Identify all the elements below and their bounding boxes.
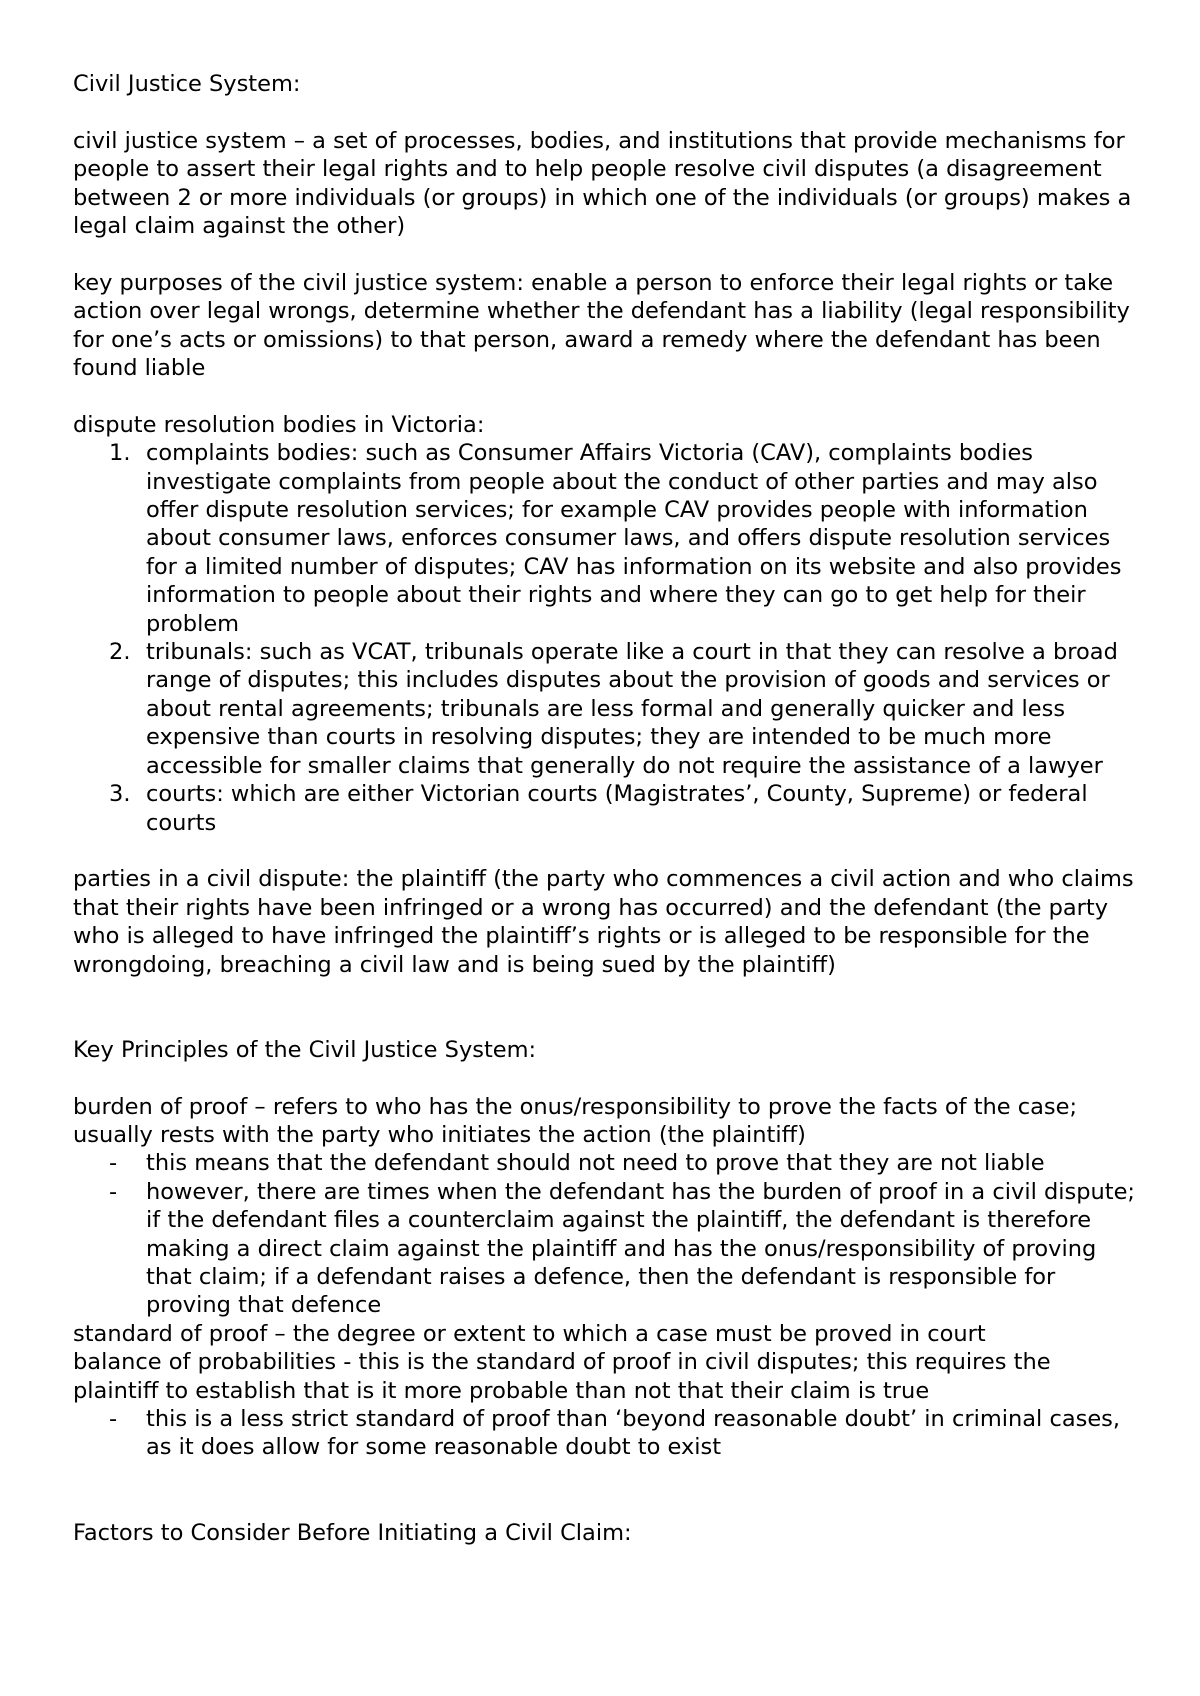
dash-bullet: - bbox=[109, 1178, 118, 1205]
list-item bbox=[73, 638, 1140, 780]
standard-of-proof-paragraph: standard of proof – the degree or extent to which a case must be proved in court bbox=[73, 1320, 986, 1347]
section-heading-factors: Factors to Consider Before Initiating a Civil Claim: bbox=[73, 1519, 632, 1546]
burden-of-proof-paragraph: burden of proof – refers to who has the onus/responsibility to prove the facts of the case; usually rests with the party who initiates the action (the plaintiff) bbox=[73, 1093, 1078, 1148]
list-item bbox=[73, 1149, 1140, 1177]
definition-civil-justice-system: civil justice system – a set of processes, bodies, and institutions that provide mechanisms for people to assert their legal rights and to help people resolve civil disputes (a disagreement between 2 or more individuals (or groups) in which one of the individuals (or groups) makes a legal claim against the other) bbox=[73, 127, 1132, 240]
parties-paragraph: parties in a civil dispute: the plaintiff (the party who commences a civil action and who claims that their rights have been infringed or a wrong has occurred) and the defendant (the party who is alleged to have infringed the plaintiff’s rights or is alleged to be responsible for the wrongdoing, breaching a civil law and is being sued by the plaintiff) bbox=[73, 866, 1134, 978]
dash-bullet: - bbox=[109, 1406, 118, 1432]
key-purposes-paragraph: key purposes of the civil justice system: enable a person to enforce their legal rights or take action over legal wrongs, determine whether the defendant has a liability (legal responsibility for one’s acts or omissions) to that person, award a remedy where the defendant has been found liable bbox=[73, 269, 1130, 382]
list-item-text: this means that the defendant should not need to prove that they are not liable bbox=[146, 1150, 1045, 1177]
balance-points-list bbox=[73, 1405, 1140, 1462]
section-heading-civil-justice-system: Civil Justice System: bbox=[73, 71, 301, 97]
dispute-bodies-intro: dispute resolution bodies in Victoria: bbox=[73, 411, 485, 438]
dispute-bodies-list bbox=[73, 439, 1140, 837]
list-item-number: 3. bbox=[109, 781, 131, 808]
list-item bbox=[73, 1405, 1140, 1462]
list-item-text: however, there are times when the defendant has the burden of proof in a civil dispute; if the defendant files a counterclaim against the plaintiff, the defendant is therefore making a direct claim against the plaintiff and has the onus/responsibility of proving that claim; if a defendant raises a defence, then the defendant is responsible for proving that defence bbox=[146, 1178, 1136, 1319]
list-item bbox=[73, 439, 1140, 638]
burden-points-list bbox=[73, 1149, 1140, 1319]
section-heading-key-principles: Key Principles of the Civil Justice System: bbox=[73, 1036, 537, 1063]
list-item bbox=[73, 780, 1140, 837]
list-item-number: 2. bbox=[109, 639, 131, 666]
balance-of-probabilities-paragraph: balance of probabilities - this is the standard of proof in civil disputes; this requires the plaintiff to establish that is it more probable than not that their claim is true bbox=[73, 1349, 1051, 1404]
list-item-number: 1. bbox=[109, 440, 131, 467]
list-item-text: this is a less strict standard of proof than ‘beyond reasonable doubt’ in criminal cases, as it does allow for some reasonable doubt to exist bbox=[146, 1406, 1121, 1461]
list-item-text: complaints bodies: such as Consumer Affairs Victoria (CAV), complaints bodies investigate complaints from people about the conduct of other parties and may also offer dispute resolution services; for example CAV provides people with information about consumer laws, enforces consumer laws, and offers dispute resolution services for a limited number of disputes; CAV has information on its website and also provides information to people about their rights and where they can go to get help for their problem bbox=[146, 440, 1122, 637]
list-item bbox=[73, 1178, 1140, 1320]
list-item-text: courts: which are either Victorian courts (Magistrates’, County, Supreme) or federal courts bbox=[146, 781, 1088, 836]
dash-bullet: - bbox=[109, 1150, 118, 1177]
list-item-text: tribunals: such as VCAT, tribunals operate like a court in that they can resolve a broad range of disputes; this includes disputes about the provision of goods and services or about rental agreements; tribunals are less formal and generally quicker and less expensive than courts in resolving disputes; they are intended to be much more accessible for smaller claims that generally do not require the assistance of a lawyer bbox=[146, 639, 1118, 779]
